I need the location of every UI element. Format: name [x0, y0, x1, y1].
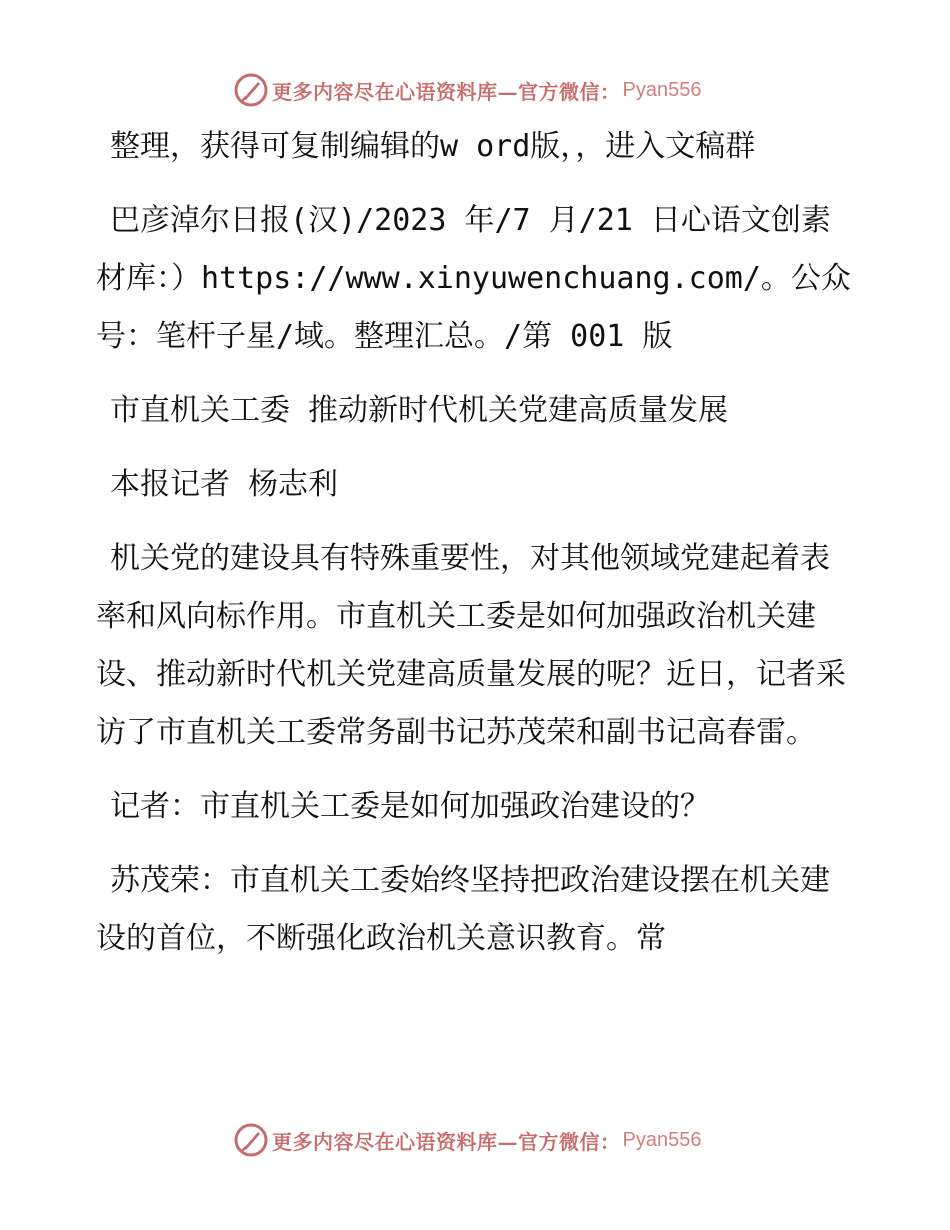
watermark-text: 更多内容尽在心语资料库—官方微信： [272, 79, 621, 104]
body-paragraph: 机关党的建设具有特殊重要性，对其他领域党建起着表率和风向标作用。市直机关工委是如何加强政治机关建设、推动新时代机关党建高质量发展的呢？近日，记者采访了市直机关工委常务副书记苏茂荣和副书记高春雷。 [96, 541, 846, 750]
watermark-banner-top [234, 72, 724, 108]
watermark-banner-bottom [234, 1122, 724, 1158]
article-byline: 本报记者 杨志利 [110, 467, 339, 502]
answer-paragraph: 苏茂荣：市直机关工委始终坚持把政治建设摆在机关建设的首位，不断强化政治机关意识教育。常 [96, 863, 830, 956]
source-paragraph: 巴彦淖尔日报(汉)/2023 年/7 月/21 日心语文创素材库：）https://www.xinyuwenchuang.com/。公众号：笔杆子星/域。整理汇总。/第 001 版 [96, 203, 851, 354]
quill-logo-icon [234, 73, 268, 107]
watermark-wechat-id: Pyan556 [622, 1128, 702, 1151]
watermark-text: 更多内容尽在心语资料库—官方微信： [272, 1129, 621, 1154]
question-paragraph: 记者：市直机关工委是如何加强政治建设的？ [110, 789, 710, 824]
note-paragraph: 整理，获得可复制编辑的w ord版，，进入文稿群 [110, 129, 756, 164]
quill-logo-icon [234, 1123, 268, 1157]
article-title: 市直机关工委 推动新时代机关党建高质量发展 [110, 393, 729, 428]
document-body [96, 118, 856, 984]
watermark-wechat-id: Pyan556 [622, 78, 702, 101]
